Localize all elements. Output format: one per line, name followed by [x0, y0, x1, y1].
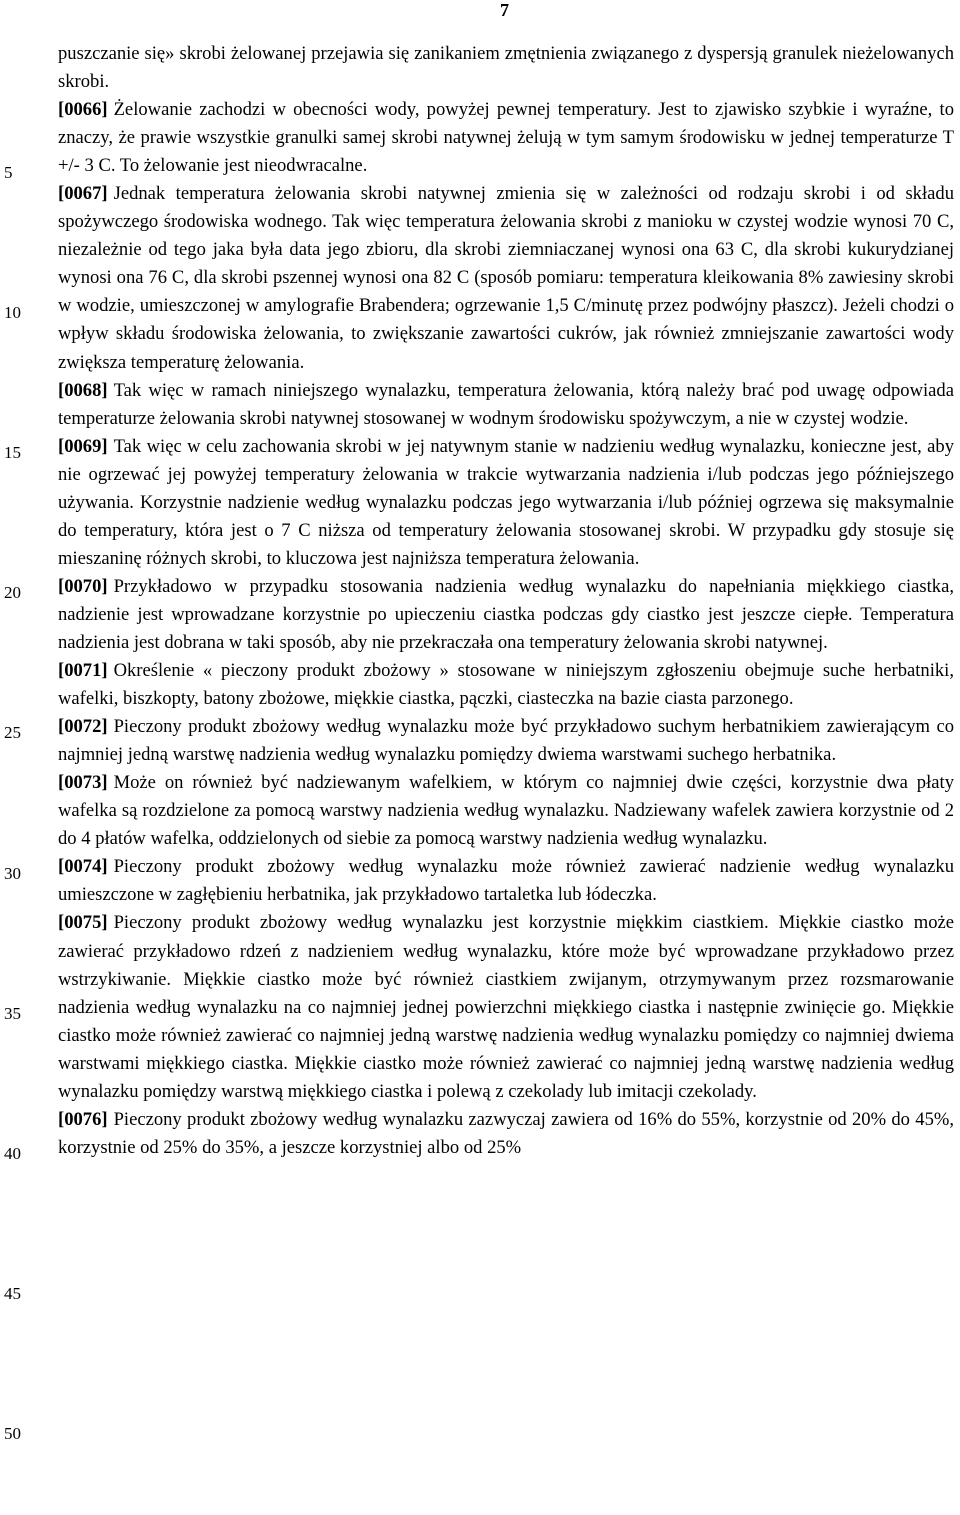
- line-number: 50: [4, 1424, 21, 1443]
- paragraph: [58, 657, 954, 713]
- paragraph-number: [0070]: [58, 575, 108, 597]
- paragraph-text: Tak więc w ramach niniejszego wynalazku, temperatura żelowania, którą należy brać pod uwagę odpowiada temperaturze żelowania skrobi natywnej stosowanej w wodnym środowisku spożywczym, a nie w czystej wodzie.: [58, 379, 954, 429]
- line-number: 25: [4, 723, 21, 742]
- paragraph: [58, 713, 954, 769]
- paragraph-text: Pieczony produkt zbożowy według wynalazku jest korzystnie miękkim ciastkiem. Miękkie ciastko może zawierać przykładowo rdzeń z nadzieniem według wynalazku, które może być wprowadzane przykładowo przez wstrzykiwanie. Miękkie ciastko może być również ciastkiem zwijanym, otrzymywanym przez rozsmarowanie nadzienia według wynalazku na co najmniej jednej powierzchni miękkiego ciastka i następnie zwinięcie go. Miękkie ciastko może również zawierać co najmniej jedną warstwę nadzienia według wynalazku pomiędzy co najmniej dwiema warstwami miękkiego ciastka. Miękkie ciastko może również zawierać co najmniej jedną warstwę nadzienia według wynalazku pomiędzy warstwą miękkiego ciastka i polewą z czekolady lub imitacji czekolady.: [58, 912, 954, 1102]
- paragraph: [58, 377, 954, 433]
- paragraph-text: Może on również być nadziewanym wafelkiem, w którym co najmniej dwie części, korzystnie dwa płaty wafelka są rozdzielone za pomocą warstwy nadzienia według wynalazku. Nadziewany wafelek zawiera korzystnie od 2 do 4 płatów wafelka, oddzielonych od siebie za pomocą warstwy nadzienia według wynalazku.: [58, 772, 954, 850]
- paragraph-number: [0076]: [58, 1108, 108, 1130]
- paragraph-number: [0066]: [58, 99, 108, 121]
- paragraph-number: [0073]: [58, 772, 108, 794]
- paragraph: [58, 853, 954, 909]
- paragraph: [58, 433, 954, 573]
- paragraph: [58, 180, 954, 376]
- paragraph: [58, 909, 954, 1105]
- document-body: [58, 40, 954, 1162]
- paragraph-number: [0069]: [58, 435, 108, 457]
- paragraph-number: [0071]: [58, 660, 108, 682]
- paragraph: [58, 1106, 954, 1162]
- paragraph-text: Jednak temperatura żelowania skrobi natywnej zmienia się w zależności od rodzaju skrobi i od składu spożywczego środowiska wodnego. Tak więc temperatura żelowania skrobi z manioku w czystej wodzie wynosi 70 C, niezależnie od tego jaka była data jego zbioru, dla skrobi ziemniaczanej wynosi ona 63 C, dla skrobi kukurydzianej wynosi ona 76 C, dla skrobi pszennej wynosi ona 82 C (sposób pomiaru: temperatura kleikowania 8% zawiesiny skrobi w wodzie, umieszczonej w amylografie Brabendera; ogrzewanie 1,5 C/minutę przez podwójny płaszcz). Jeżeli chodzi o wpływ składu środowiska żelowania, to zwiększanie zawartości cukrów, jak również zmniejszanie zawartości wody zwiększa temperaturę żelowania.: [58, 183, 954, 373]
- paragraph-text: Określenie « pieczony produkt zbożowy » stosowane w niniejszym zgłoszeniu obejmuje suche herbatniki, wafelki, biszkopty, batony zbożowe, miękkie ciastka, pączki, ciasteczka na bazie ciasta parzonego.: [58, 660, 954, 710]
- line-number: 10: [4, 303, 21, 322]
- paragraph-number: [0072]: [58, 716, 108, 738]
- paragraph-number: [0075]: [58, 912, 108, 934]
- paragraph-number: [0067]: [58, 183, 108, 205]
- paragraph: [58, 769, 954, 853]
- paragraph: [58, 40, 954, 96]
- line-number: 15: [4, 443, 21, 462]
- paragraph-text: Tak więc w celu zachowania skrobi w jej natywnym stanie w nadzieniu według wynalazku, konieczne jest, aby nie ogrzewać jej powyżej temperatury żelowania w trakcie wytwarzania nadzienia i/lub podczas jego późniejszego używania. Korzystnie nadzienie według wynalazku podczas jego wytwarzania i/lub później ogrzewa się maksymalnie do temperatury, która jest o 7 C niższa od temperatury żelowania stosowanej skrobi. W przypadku gdy stosuje się mieszaninę różnych skrobi, to kluczowa jest najniższa temperatura żelowania.: [58, 435, 954, 569]
- paragraph-text: puszczanie się» skrobi żelowanej przejawia się zanikaniem zmętnienia związanego z dyspersją granulek nieżelowanych skrobi.: [58, 43, 954, 93]
- paragraph-text: Pieczony produkt zbożowy według wynalazku zazwyczaj zawiera od 16% do 55%, korzystnie od 20% do 45%, korzystnie od 25% do 35%, a jeszcze korzystniej albo od 25%: [58, 1108, 954, 1158]
- line-number-gutter: [0, 0, 40, 1515]
- paragraph: [58, 573, 954, 657]
- line-number: 5: [4, 163, 13, 182]
- line-number: 45: [4, 1284, 21, 1303]
- paragraph-text: Przykładowo w przypadku stosowania nadzienia według wynalazku do napełniania miękkiego ciastka, nadzienie jest wprowadzane korzystnie po upieczeniu ciastka podczas gdy ciastko jest jeszcze ciepłe. Temperatura nadzienia jest dobrana w taki sposób, aby nie przekraczała ona temperatury żelowania skrobi natywnej.: [58, 575, 954, 653]
- paragraph-number: [0074]: [58, 856, 108, 878]
- line-number: 35: [4, 1004, 21, 1023]
- paragraph: [58, 96, 954, 180]
- page-number: 7: [500, 0, 509, 20]
- line-number: 40: [4, 1144, 21, 1163]
- paragraph-text: Pieczony produkt zbożowy według wynalazku może również zawierać nadzienie według wynalazku umieszczone w zagłębieniu herbatnika, jak przykładowo tartaletka lub łódeczka.: [58, 856, 954, 906]
- line-number: 30: [4, 864, 21, 883]
- line-number: 20: [4, 583, 21, 602]
- paragraph-text: Żelowanie zachodzi w obecności wody, powyżej pewnej temperatury. Jest to zjawisko szybkie i wyraźne, to znaczy, że prawie wszystkie granulki samej skrobi natywnej żelują w tym samym środowisku w jednej temperaturze T +/- 3 C. To żelowanie jest nieodwracalne.: [58, 99, 954, 177]
- paragraph-text: Pieczony produkt zbożowy według wynalazku może być przykładowo suchym herbatnikiem zawierającym co najmniej jedną warstwę nadzienia według wynalazku pomiędzy dwiema warstwami suchego herbatnika.: [58, 716, 954, 766]
- paragraph-number: [0068]: [58, 379, 108, 401]
